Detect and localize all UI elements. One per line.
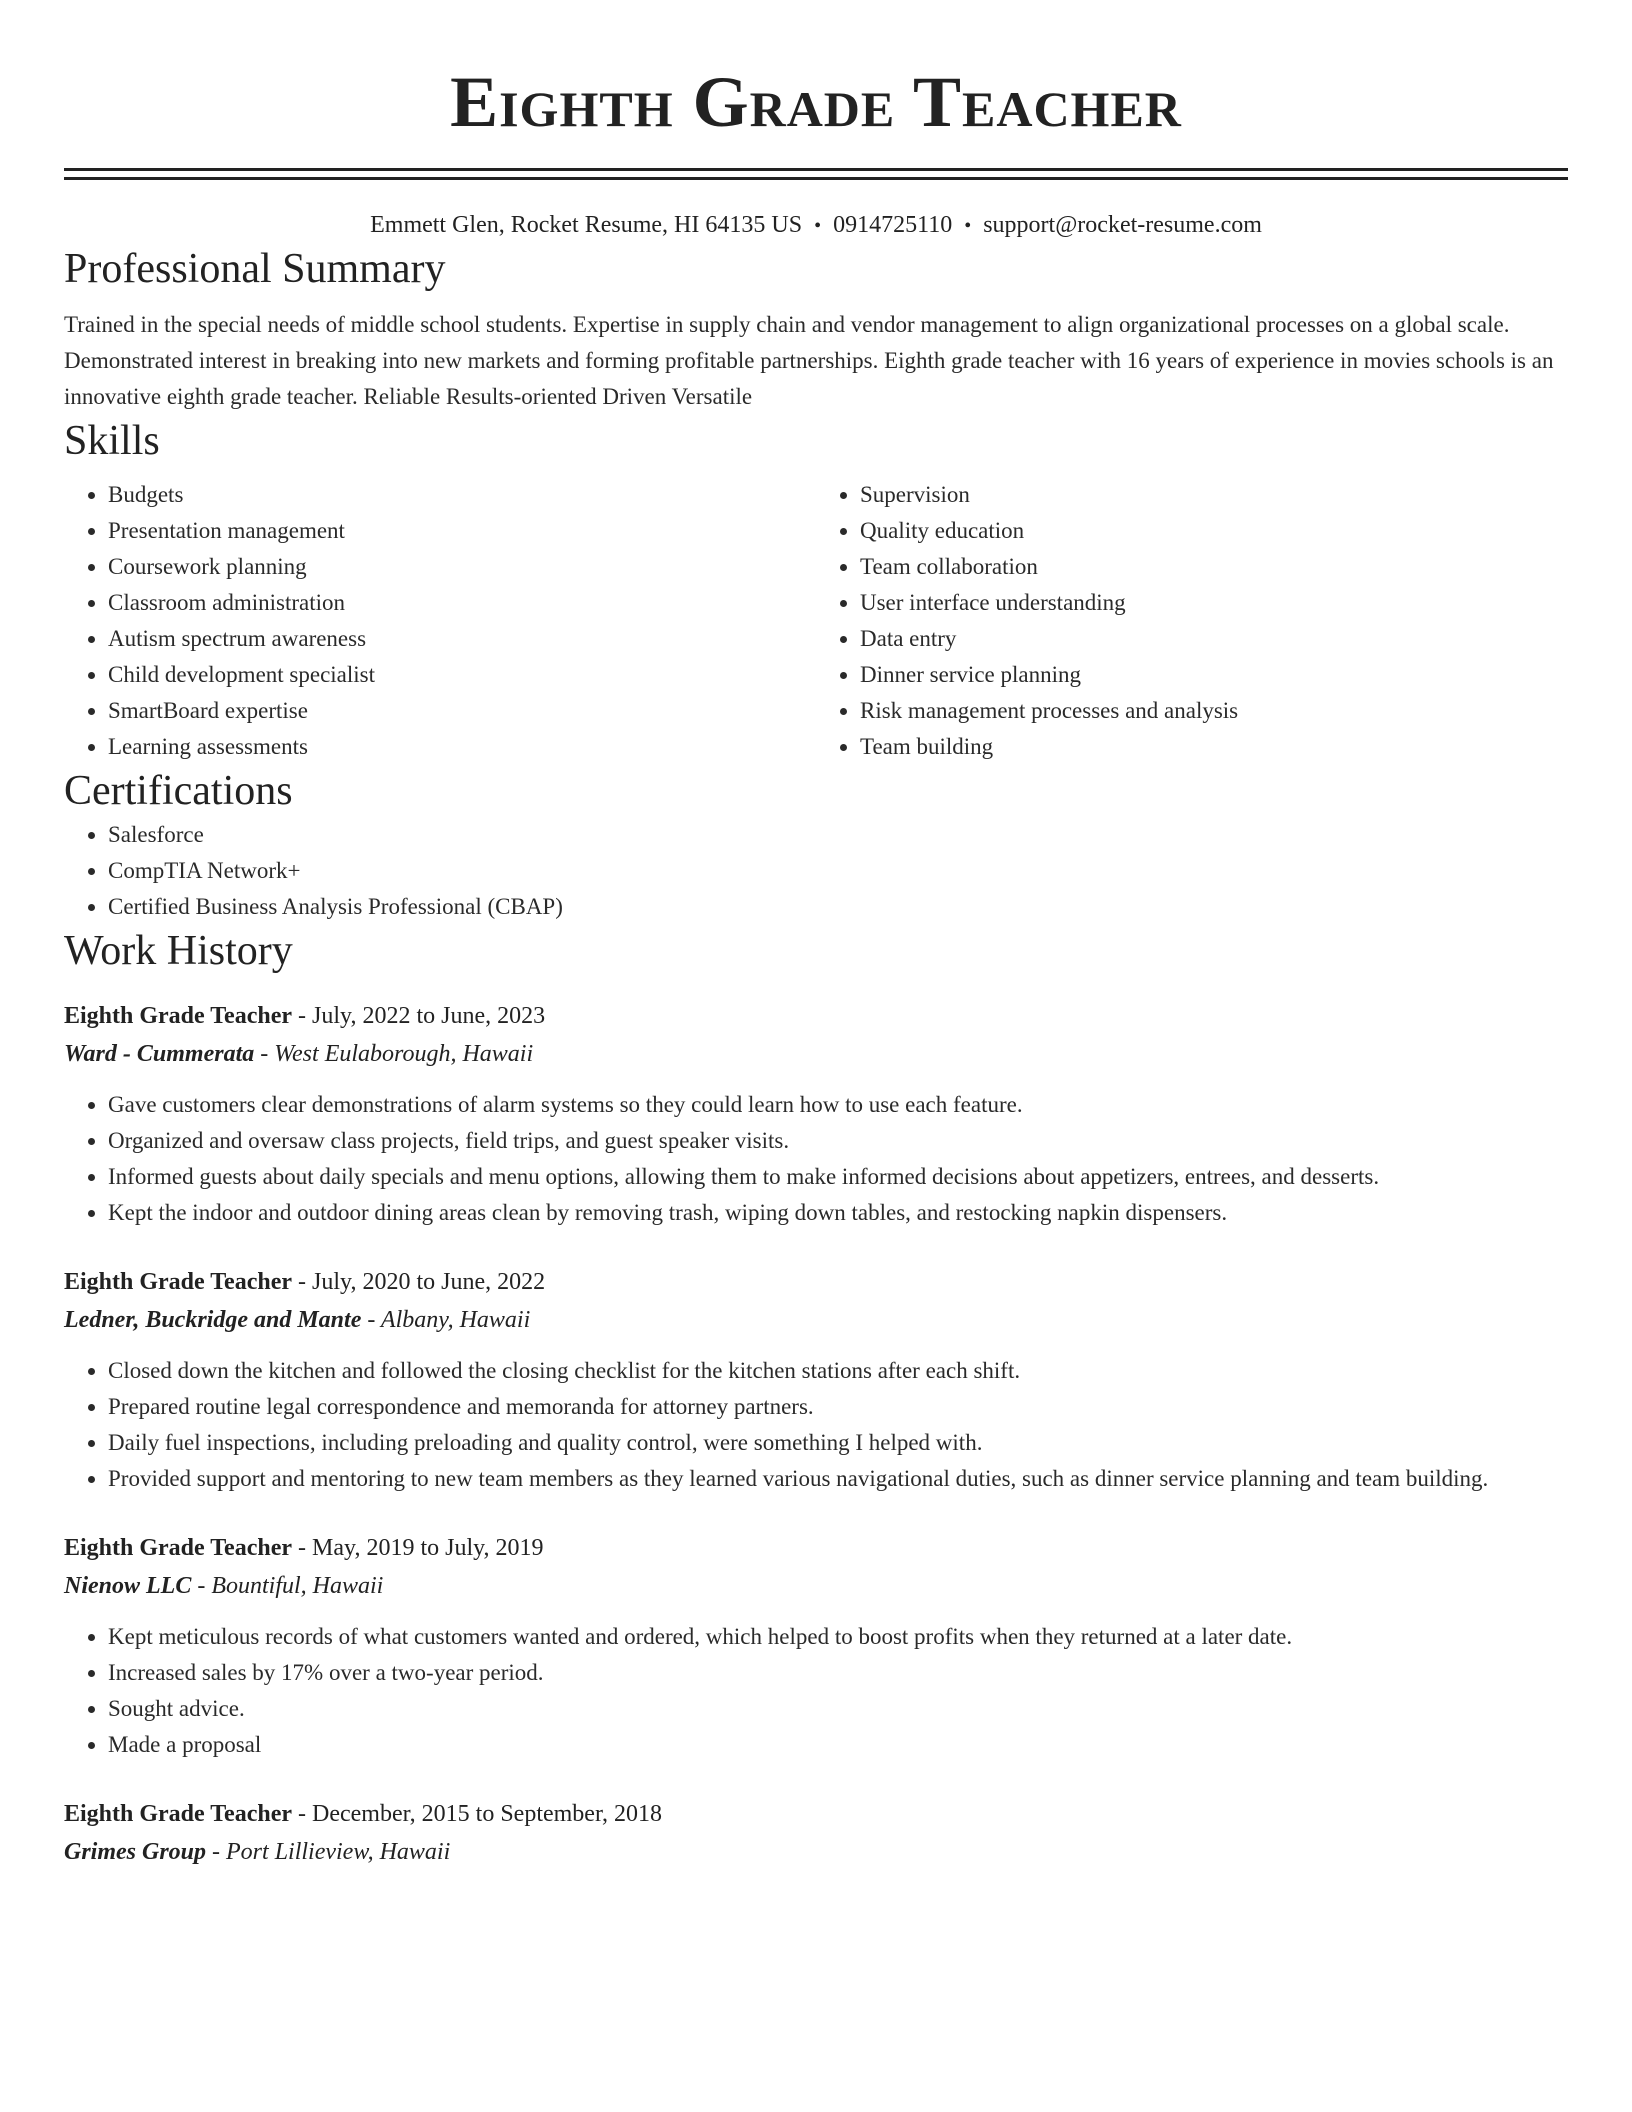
resume-name: Eighth Grade Teacher bbox=[450, 62, 1182, 142]
skills-list-left bbox=[64, 477, 816, 765]
skill-item: • SmartBoard expertise bbox=[108, 693, 816, 729]
header-divider-thick bbox=[64, 168, 1568, 171]
job-entry bbox=[64, 1263, 1568, 1497]
job-duty: • Gave customers clear demonstrations of alarm systems so they could learn how to use each feature. bbox=[108, 1087, 1568, 1123]
job-duty: • Organized and oversaw class projects, field trips, and guest speaker visits. bbox=[108, 1123, 1568, 1159]
summary-text: Trained in the special needs of middle school students. Expertise in supply chain and vendor management to align organizational processes on a global scale. Demonstrated interest in breaking into new markets and forming profitable partnerships. Eighth grade teacher with 16 years of experience in movies schools is an innovative eighth grade teacher. Reliable Results-oriented Driven Versatile bbox=[64, 312, 1554, 409]
job-title-line bbox=[64, 1263, 1568, 1301]
job-dates: - July, 2020 to June, 2022 bbox=[292, 1269, 546, 1295]
job-duty: • Provided support and mentoring to new team members as they learned various navigational duties, such as dinner service planning and team building. bbox=[108, 1461, 1568, 1497]
job-duty: • Made a proposal bbox=[108, 1727, 1568, 1763]
job-company-line bbox=[64, 1567, 1568, 1605]
job-duties-list bbox=[64, 1619, 1568, 1763]
certification-item: • Salesforce bbox=[108, 817, 1568, 853]
skill-item: • Learning assessments bbox=[108, 729, 816, 765]
skill-item: • Risk management processes and analysis bbox=[860, 693, 1568, 729]
skill-item: • Dinner service planning bbox=[860, 657, 1568, 693]
job-duty: • Informed guests about daily specials and menu options, allowing them to make informed decisions about appetizers, entrees, and desserts. bbox=[108, 1159, 1568, 1195]
job-title-line bbox=[64, 1529, 1568, 1567]
skill-item: • User interface understanding bbox=[860, 585, 1568, 621]
job-dates: - December, 2015 to September, 2018 bbox=[292, 1801, 662, 1827]
skill-item: • Autism spectrum awareness bbox=[108, 621, 816, 657]
job-duty: • Closed down the kitchen and followed the closing checklist for the kitchen stations after each shift. bbox=[108, 1353, 1568, 1389]
skills-heading: Skills bbox=[64, 418, 160, 464]
job-company-line bbox=[64, 1833, 1568, 1871]
job-dates: - May, 2019 to July, 2019 bbox=[292, 1535, 544, 1561]
work-history-heading: Work History bbox=[64, 928, 293, 974]
skill-item: • Classroom administration bbox=[108, 585, 816, 621]
job-duty: • Increased sales by 17% over a two-year period. bbox=[108, 1655, 1568, 1691]
job-company: Ledner, Buckridge and Mante bbox=[64, 1307, 362, 1333]
skill-item: • Quality education bbox=[860, 513, 1568, 549]
contact-address: Emmett Glen, Rocket Resume, HI 64135 US bbox=[370, 212, 803, 238]
job-duty: • Prepared routine legal correspondence and memoranda for attorney partners. bbox=[108, 1389, 1568, 1425]
contact-separator: • bbox=[814, 215, 822, 237]
job-role: Eighth Grade Teacher bbox=[64, 1003, 293, 1029]
job-title-line bbox=[64, 1795, 1568, 1833]
certification-item: • CompTIA Network+ bbox=[108, 853, 1568, 889]
job-duties-list bbox=[64, 1353, 1568, 1497]
job-role: Eighth Grade Teacher bbox=[64, 1535, 293, 1561]
contact-phone: 0914725110 bbox=[833, 212, 953, 238]
header-divider-thin bbox=[64, 177, 1568, 180]
skill-item: • Team collaboration bbox=[860, 549, 1568, 585]
job-title-line bbox=[64, 997, 1568, 1035]
job-duty: • Kept the indoor and outdoor dining areas clean by removing trash, wiping down tables, and restocking napkin dispensers. bbox=[108, 1195, 1568, 1231]
job-role: Eighth Grade Teacher bbox=[64, 1269, 293, 1295]
job-duty: • Daily fuel inspections, including preloading and quality control, were something I helped with. bbox=[108, 1425, 1568, 1461]
job-company: Nienow LLC bbox=[64, 1573, 192, 1599]
contact-line bbox=[64, 208, 1568, 243]
job-location: - Port Lillieview, Hawaii bbox=[206, 1839, 451, 1865]
skill-item: • Data entry bbox=[860, 621, 1568, 657]
skill-item: • Budgets bbox=[108, 477, 816, 513]
job-entry bbox=[64, 1529, 1568, 1763]
job-location: - Albany, Hawaii bbox=[361, 1307, 531, 1333]
job-duty: • Sought advice. bbox=[108, 1691, 1568, 1727]
job-location: - Bountiful, Hawaii bbox=[191, 1573, 384, 1599]
contact-separator: • bbox=[964, 215, 972, 237]
skills-columns bbox=[64, 477, 1568, 765]
certifications-heading: Certifications bbox=[64, 768, 293, 814]
skill-item: • Team building bbox=[860, 729, 1568, 765]
job-role: Eighth Grade Teacher bbox=[64, 1801, 293, 1827]
skill-item: • Coursework planning bbox=[108, 549, 816, 585]
job-dates: - July, 2022 to June, 2023 bbox=[292, 1003, 546, 1029]
job-entry bbox=[64, 1795, 1568, 1871]
job-duty: • Kept meticulous records of what customers wanted and ordered, which helped to boost profits when they returned at a later date. bbox=[108, 1619, 1568, 1655]
skill-item: • Supervision bbox=[860, 477, 1568, 513]
certification-item: • Certified Business Analysis Professional (CBAP) bbox=[108, 889, 1568, 925]
skills-list-right bbox=[816, 477, 1568, 765]
contact-email: support@rocket-resume.com bbox=[983, 212, 1262, 238]
job-company-line bbox=[64, 1301, 1568, 1339]
skill-item: • Presentation management bbox=[108, 513, 816, 549]
job-location: - West Eulaborough, Hawaii bbox=[254, 1041, 534, 1067]
summary-heading: Professional Summary bbox=[64, 246, 446, 292]
skill-item: • Child development specialist bbox=[108, 657, 816, 693]
job-duties-list bbox=[64, 1087, 1568, 1231]
job-company: Grimes Group bbox=[64, 1839, 207, 1865]
job-entry bbox=[64, 997, 1568, 1231]
job-company-line bbox=[64, 1035, 1568, 1073]
job-company: Ward - Cummerata bbox=[64, 1041, 255, 1067]
certifications-list bbox=[64, 817, 1568, 925]
